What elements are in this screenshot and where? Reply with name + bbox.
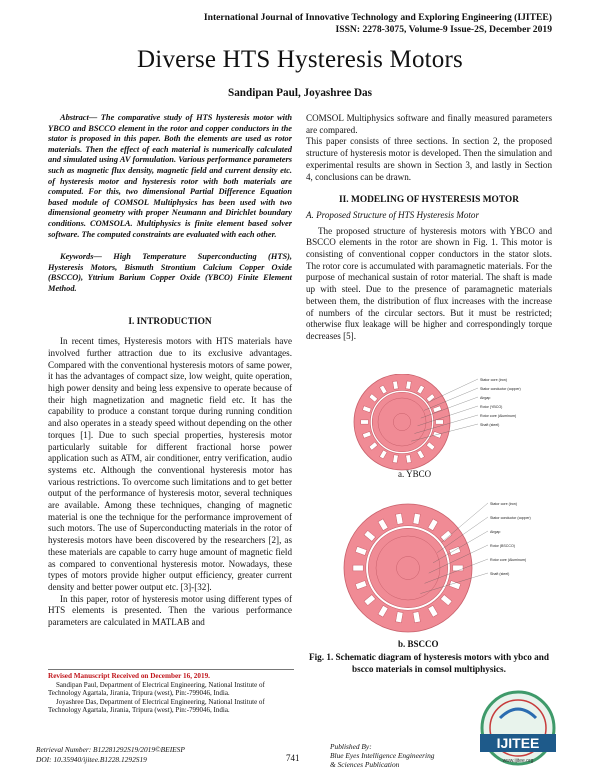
modeling-paragraph: The proposed structure of hysteresis motors with YBCO and BSCCO elements in the rotor are shown in Fig. 1. This motor is consisting of conventional copper conductors in the stator slots. The rotor core is accumulated with paramagnetic materials. For the purpose of mechanical sustain of rotor material. The shaft is made up with steel. Due to the presence of paramagnetic materials between them, the distribution of flux increases with the increase of numbers of the circular sectors. But it must be restricted; otherwise flux leakage will be higher and correspondingly torque decreases [5]. bbox=[306, 225, 552, 341]
modeling-heading: II. MODELING OF HYSTERESIS MOTOR bbox=[339, 195, 519, 206]
intro-heading: I. INTRODUCTION bbox=[128, 316, 212, 327]
page-number: 741 bbox=[286, 753, 300, 763]
diagram-label: Rotor core (Aluminum) bbox=[480, 414, 517, 418]
diagram-label: Stator conductor (copper) bbox=[480, 387, 521, 391]
footnote-divider bbox=[48, 669, 294, 670]
diagram-label: Stator core (iron) bbox=[490, 502, 517, 506]
left-column bbox=[48, 113, 292, 629]
publisher-info bbox=[330, 742, 434, 770]
motor-diagram-ybco bbox=[330, 374, 540, 474]
logo-text: IJITEE bbox=[496, 735, 540, 751]
intro-paragraph-1: In recent times, Hysteresis motors with HTS materials have involved further attraction due to its exclusive advantages. Compared with the conventional hysteresis motors of same power, it has the advantages of compact size, low weight, quite operation, high power density and being less expensive to operate because of their high magnetization and magnetic field etc. It has the capability to produce a constant torque during running condition and also operates in a steady speed without depending on the other torques [1]. Due to such special properties, hysteresis motor particularly suitable for different fractional horse power application such as ATM, air conditioner, entry verification, audio systems etc. Although the conventional hysteresis motor has various restrictions. To overcome such limitations and to get better output of the performance of hysteresis motor, several techniques are available. Among these techniques, changing of magnetic material is one the technique for the performance improvement of such motors. The use of Superconducting materials in the rotor of hysteresis motors have been discovered by the researchers [2], as these materials are capable to carry huge amount of magnetic field as compared to conventional hysteresis motor. Nowadays, these types of motors provide higher output efficiency, greater current density and better power output etc. [3]-[32]. bbox=[48, 336, 292, 592]
author-notes bbox=[48, 672, 294, 715]
abstract: Abstract— The comparative study of HTS hysteresis motor with YBCO and BSCCO element in the rotor and copper conductors in the stator is proposed in this paper. Both the elements are used as rotor materials. Then the effect of each material is numerically calculated and simulated using AV formulation. Various performance parameters such as magnetic flux density, magnetic field and current density etc. of hysteresis motor and hysteresis rotor with both materials are computed. For this, two dimensional Partial Difference Equation based module of COMSOL Multiphysics has been used with two dimensional geometry with proper Neumann and Dirichlet boundary conditions. COMSOLA. Multiphysics is finite element based solver software. The computed constraints are evaluated with each other. bbox=[48, 113, 292, 239]
journal-name: International Journal of Innovative Technology and Exploring Engineering (IJITEE) bbox=[203, 12, 552, 23]
stator-slot bbox=[361, 420, 369, 424]
diagram-label: Shaft (steel) bbox=[480, 423, 500, 427]
paper-title: Diverse HTS Hysteresis Motors bbox=[137, 46, 463, 73]
diagram-label: Stator core (iron) bbox=[480, 378, 507, 382]
modeling-subheading: A. Proposed Structure of HTS Hysteresis Motor bbox=[306, 209, 480, 220]
author-affiliation-2: Joyashree Das, Department of Electrical Engineering, National Institute of Technology Agartala, Jirania, Tripura (west), Pin:-799046, India. bbox=[48, 697, 265, 715]
stator-slot bbox=[453, 565, 463, 571]
publisher-line-2: & Sciences Publication bbox=[330, 760, 400, 770]
doi: DOI: 10.35940/ijitee.B1228.1292S19 bbox=[36, 754, 147, 764]
stator-slot bbox=[436, 420, 444, 424]
keywords: Keywords— High Temperature Superconducting (HTS), Hysteresis Motors, Bismuth Strontium Calcium Copper Oxide (BSCCO), Yttrium Barium Copper Oxide (YBCO) Finite Element Method. bbox=[48, 252, 292, 293]
right-paragraph-2: This paper consists of three sections. In section 2, the proposed structure of hysteresis motor is developed. Then the simulation and experimental results are shown in Section 3, and lastly in Section 4, conclusions can be drawn. bbox=[306, 136, 552, 182]
motor-diagram-bscco bbox=[340, 496, 545, 638]
right-paragraph-1: COMSOL Multiphysics software and finally measured parameters are compared. bbox=[306, 113, 552, 135]
diagram-label: Rotor (BSCCO) bbox=[490, 544, 515, 548]
diagram-label: Rotor (YBCO) bbox=[480, 405, 503, 409]
authors: Sandipan Paul, Joyashree Das bbox=[227, 87, 373, 99]
shaft bbox=[393, 413, 410, 430]
received-line: Revised Manuscript Received on December 16, 2019. bbox=[48, 672, 210, 680]
issn-line: ISSN: 2278-3075, Volume-9 Issue-2S, December 2019 bbox=[335, 24, 552, 35]
diagram-label: Airgap bbox=[490, 530, 501, 534]
figure-caption-a: a. YBCO bbox=[398, 469, 432, 479]
footer-left bbox=[36, 745, 185, 764]
figure-title: Fig. 1. Schematic diagram of hysteresis motors with ybco and bscco materials in comsol multiphysics. bbox=[309, 652, 549, 674]
published-by: Published By: bbox=[330, 742, 372, 751]
ijitee-logo bbox=[470, 688, 566, 770]
retrieval-number: Retrieval Number: B12281292S19/2019©BEIESP bbox=[36, 745, 185, 754]
logo-url: www.ijitee.org bbox=[502, 758, 534, 764]
stator-slot bbox=[353, 565, 363, 571]
diagram-label: Shaft (steel) bbox=[490, 572, 510, 576]
shaft bbox=[396, 556, 419, 579]
figure-caption-b: b. BSCCO bbox=[398, 639, 439, 649]
intro-paragraph-2: In this paper, rotor of hysteresis motor using different types of HTS elements is presented. Then the various performance parameters are calculated in MATLAB and bbox=[48, 593, 292, 628]
diagram-label: Airgap bbox=[480, 396, 491, 400]
author-affiliation-1: Sandipan Paul, Department of Electrical Engineering, National Institute of Technology Agartala, Jirania, Tripura (west), Pin:-799046, India. bbox=[48, 680, 265, 698]
right-column bbox=[306, 113, 552, 343]
publisher-line-1: Blue Eyes Intelligence Engineering bbox=[330, 751, 435, 761]
diagram-label: Stator conductor (copper) bbox=[490, 516, 531, 520]
diagram-label: Rotor core (Aluminum) bbox=[490, 558, 527, 562]
